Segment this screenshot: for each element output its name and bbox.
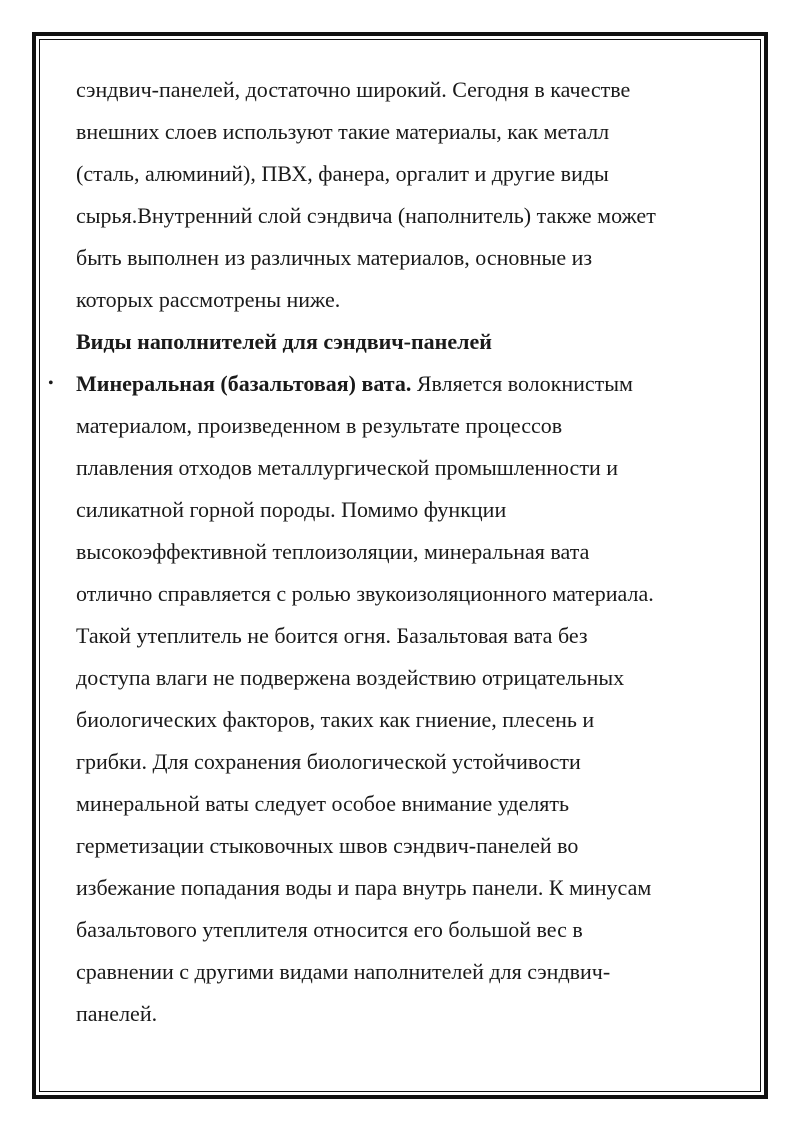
text-line: избежание попадания воды и пара внутрь панели. К минусам xyxy=(76,875,652,900)
text-line: грибки. Для сохранения биологической устойчивости xyxy=(76,749,581,774)
text-line: высокоэффективной теплоизоляции, минеральная вата xyxy=(76,539,590,564)
text-line: плавления отходов металлургической промышленности и xyxy=(76,455,618,480)
text-line: доступа влаги не подвержена воздействию отрицательных xyxy=(76,665,625,690)
text-line: отлично справляется с ролью звукоизоляционного материала. xyxy=(76,581,654,606)
text-line: панелей. xyxy=(76,1001,158,1026)
text-line: герметизации стыковочных швов сэндвич-панелей во xyxy=(76,833,579,858)
text-line: базальтового утеплителя относится его большой вес в xyxy=(76,917,583,942)
text-line: внешних слоев используют такие материалы, как металл xyxy=(76,119,610,144)
text-line: силикатной горной породы. Помимо функции xyxy=(76,497,507,522)
bullet-first-line-text: Является волокнистым xyxy=(411,371,633,396)
text-line: сэндвич-панелей, достаточно широкий. Сегодня в качестве xyxy=(76,77,631,102)
bullet-term: Минеральная (базальтовая) вата. xyxy=(76,371,412,396)
bullet-item-mineral-wool xyxy=(48,363,736,1035)
text-line: сравнении с другими видами наполнителей для сэндвич- xyxy=(76,959,611,984)
bullet-marker: • xyxy=(48,375,54,392)
text-line: быть выполнен из различных материалов, основные из xyxy=(76,245,593,270)
intro-paragraph xyxy=(76,69,736,321)
text-line: материалом, произведенном в результате процессов xyxy=(76,413,563,438)
text-line: минеральной ваты следует особое внимание уделять xyxy=(76,791,570,816)
section-heading: Виды наполнителей для сэндвич-панелей xyxy=(76,329,492,354)
document-body xyxy=(48,69,736,1035)
text-line: биологических факторов, таких как гниение, плесень и xyxy=(76,707,595,732)
text-line: сырья.Внутренний слой сэндвича (наполнитель) также может xyxy=(76,203,656,228)
text-line: которых рассмотрены ниже. xyxy=(76,287,341,312)
text-line: Такой утеплитель не боится огня. Базальтовая вата без xyxy=(76,623,588,648)
bullet-first-line xyxy=(76,363,736,405)
text-line: (сталь, алюминий), ПВХ, фанера, оргалит и другие виды xyxy=(76,161,609,186)
